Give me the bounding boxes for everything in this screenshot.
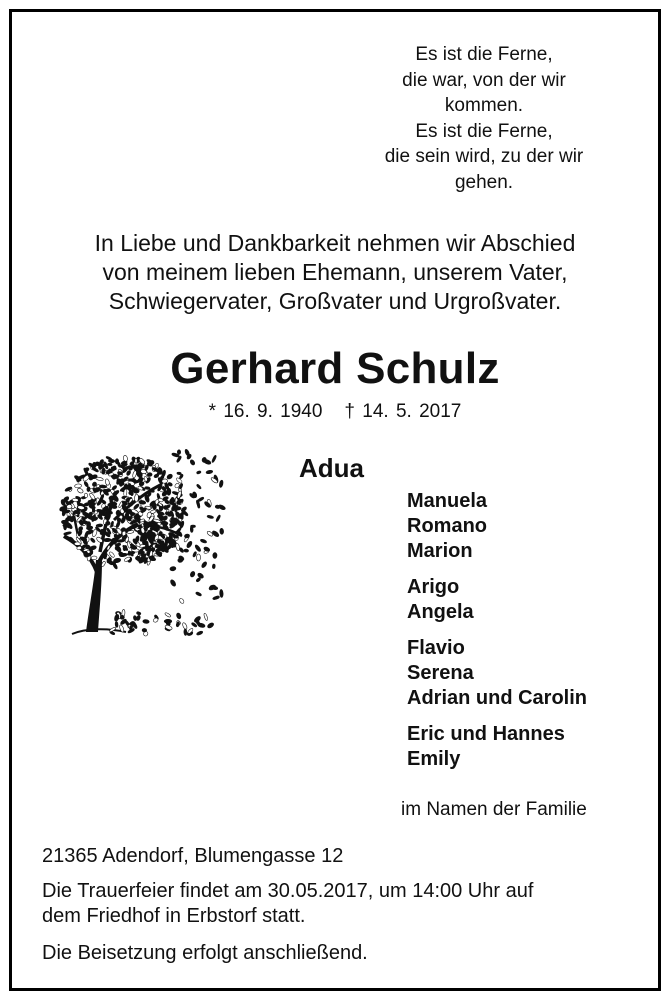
family-member: Eric und Hannes (407, 723, 565, 745)
family-group (407, 636, 657, 711)
poem (334, 42, 634, 195)
poem-line: Es ist die Ferne, (415, 120, 553, 142)
farewell-text (12, 229, 658, 316)
ceremony-info (42, 879, 642, 929)
family-member: Flavio (407, 637, 465, 659)
family-group (407, 489, 657, 564)
family-member: Romano (407, 515, 487, 537)
family-member: Marion (407, 540, 473, 562)
ceremony-line: dem Friedhof in Erbstorf statt. (42, 905, 306, 927)
family-member: Manuela (407, 490, 488, 512)
spouse-name: Adua (299, 453, 364, 483)
farewell-line: In Liebe und Dankbarkeit nehmen wir Abschied (94, 230, 576, 256)
birth-date: * 16. 9. 1940 (208, 401, 323, 422)
on-behalf-note: im Namen der Familie (401, 799, 587, 820)
family-member: Arigo (407, 576, 460, 598)
farewell-line: Schwiegervater, Großvater und Urgroßvater. (108, 288, 562, 314)
poem-line: kommen. (444, 95, 524, 116)
life-dates (12, 400, 658, 424)
poem-line: gehen. (454, 171, 514, 193)
family-list (407, 489, 657, 783)
death-date: † 14. 5. 2017 (344, 401, 462, 422)
family-member: Adrian und Carolin (407, 687, 587, 709)
address-line: 21365 Adendorf, Blumengasse 12 (42, 845, 344, 867)
poem-line: Es ist die Ferne, (415, 44, 553, 65)
poem-line: die war, von der wir (402, 69, 566, 91)
farewell-line: von meinem lieben Ehemann, unserem Vater, (102, 259, 568, 285)
family-group (407, 722, 657, 772)
family-group (407, 575, 657, 625)
family-member: Angela (407, 601, 474, 623)
deceased-name: Gerhard Schulz (170, 344, 500, 393)
ceremony-line: Die Trauerfeier findet am 30.05.2017, um 14:00 Uhr auf (42, 880, 534, 902)
burial-info: Die Beisetzung erfolgt anschließend. (42, 942, 368, 964)
poem-line: die sein wird, zu der wir (384, 146, 584, 167)
tree-illustration-icon (42, 432, 227, 642)
family-member: Serena (407, 662, 474, 684)
obituary-notice (9, 9, 661, 991)
family-member: Emily (407, 748, 461, 770)
